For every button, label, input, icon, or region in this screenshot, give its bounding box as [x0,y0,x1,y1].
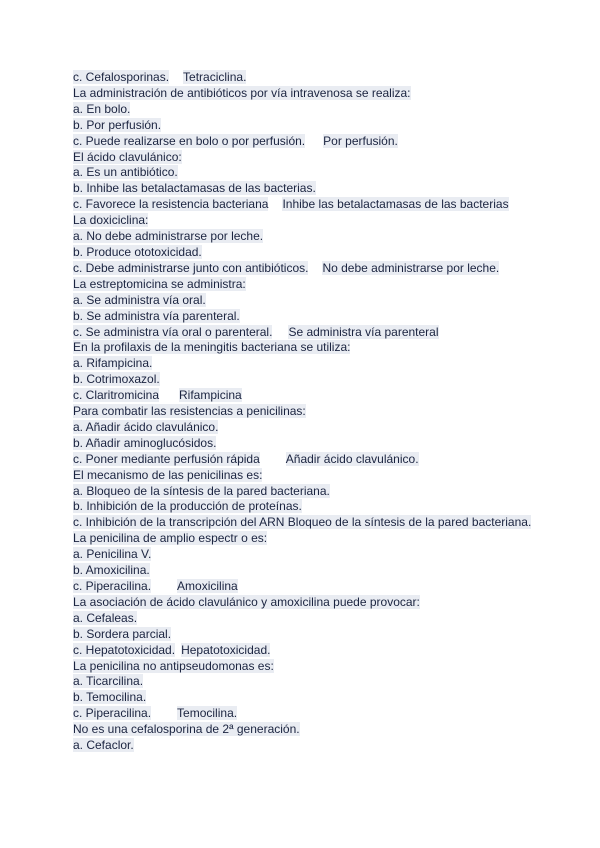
answer-text: Amoxicilina [177,579,238,593]
answer-text: No debe administrarse por leche. [322,260,500,275]
option-line: a. Rifampicina. [73,356,153,371]
option-line: a. Cefaleas. [73,610,138,625]
answer-line: c. Hepatotoxicidad. Hepatotoxicidad. [73,642,271,657]
option-line: a. Bloqueo de la síntesis de la pared bacteriana. [73,483,330,498]
answer-line: c. Piperacilina. Temocilina. [73,706,238,721]
question-line: El ácido clavulánico: [73,149,182,164]
option-line: a. Se administra vía oral. [73,292,206,307]
option-line: a. No debe administrarse por leche. [73,229,264,244]
option-line: b. Por perfusión. [73,117,162,132]
option-line: a. Cefaclor. [73,738,134,753]
option-line: b. Produce ototoxicidad. [73,244,202,259]
option-line: b. Amoxicilina. [73,563,150,578]
answer-text: Inhibe las betalactamasas de las bacterias [282,197,509,212]
option-line: b. Se administra vía parenteral. [73,308,240,323]
option-line: a. Penicilina V. [73,547,152,562]
question-line: El mecanismo de las penicilinas es: [73,467,263,482]
option-line: b. Inhibición de la producción de proteínas. [73,499,302,514]
option-line: a. En bolo. [73,101,131,116]
question-line: Para combatir las resistencias a penicilinas: [73,404,306,419]
option-line: b. Sordera parcial. [73,626,172,641]
answer-text: Tetraciclina. [183,70,247,84]
question-line: La asociación de ácido clavulánico y amoxicilina puede provocar: [73,594,420,609]
option-line: b. Temocilina. [73,690,147,705]
option-line: b. Inhibe las betalactamasas de las bacterias. [73,181,316,196]
question-line: No es una cefalosporina de 2ª generación. [73,722,300,737]
answer-text: Rifampicina [179,388,242,403]
answer-line: c. Piperacilina. Amoxicilina [73,579,238,593]
question-line: La estreptomicina se administra: [73,276,246,291]
question-line: La administración de antibióticos por vía intravenosa se realiza: [73,85,411,100]
answer-text: Temocilina. [177,706,238,721]
answer-line: c. Cefalosporinas. Tetraciclina. [73,70,247,84]
answer-text: Añadir ácido clavulánico. [285,451,419,466]
answer-text: Por perfusión. [323,133,398,148]
answer-line: c. Favorece la resistencia bacteriana Inhibe las betalactamasas de las bacterias [73,197,509,212]
answer-text: Se administra vía parenteral [288,324,439,339]
option-line: b. Añadir aminoglucósidos. [73,435,217,450]
question-line: La doxiciclina: [73,213,149,228]
question-line: La penicilina de amplio espectr o es: [73,531,268,546]
option-line: a. Ticarcilina. [73,674,144,689]
answer-line: c. Puede realizarse en bolo o por perfusión. Por perfusión. [73,133,398,148]
option-line: b. Cotrimoxazol. [73,372,160,387]
answer-line: c. Poner mediante perfusión rápida Añadir ácido clavulánico. [73,451,419,466]
answer-line: c. Claritromicina Rifampicina [73,388,242,403]
answer-text: Hepatotoxicidad. [181,642,271,657]
document-page [73,70,573,754]
answer-line: c. Debe administrarse junto con antibióticos. No debe administrarse por leche. [73,260,500,275]
answer-line: c. Se administra vía oral o parenteral. Se administra vía parenteral [73,324,439,339]
option-line: a. Añadir ácido clavulánico. [73,419,219,434]
question-line: En la profilaxis de la meningitis bacteriana se utiliza: [73,340,351,355]
option-line: a. Es un antibiótico. [73,165,178,180]
answer-line: c. Inhibición de la transcripción del ARN Bloqueo de la síntesis de la pared bacteriana. [73,515,532,530]
question-line: La penicilina no antipseudomonas es: [73,658,274,673]
